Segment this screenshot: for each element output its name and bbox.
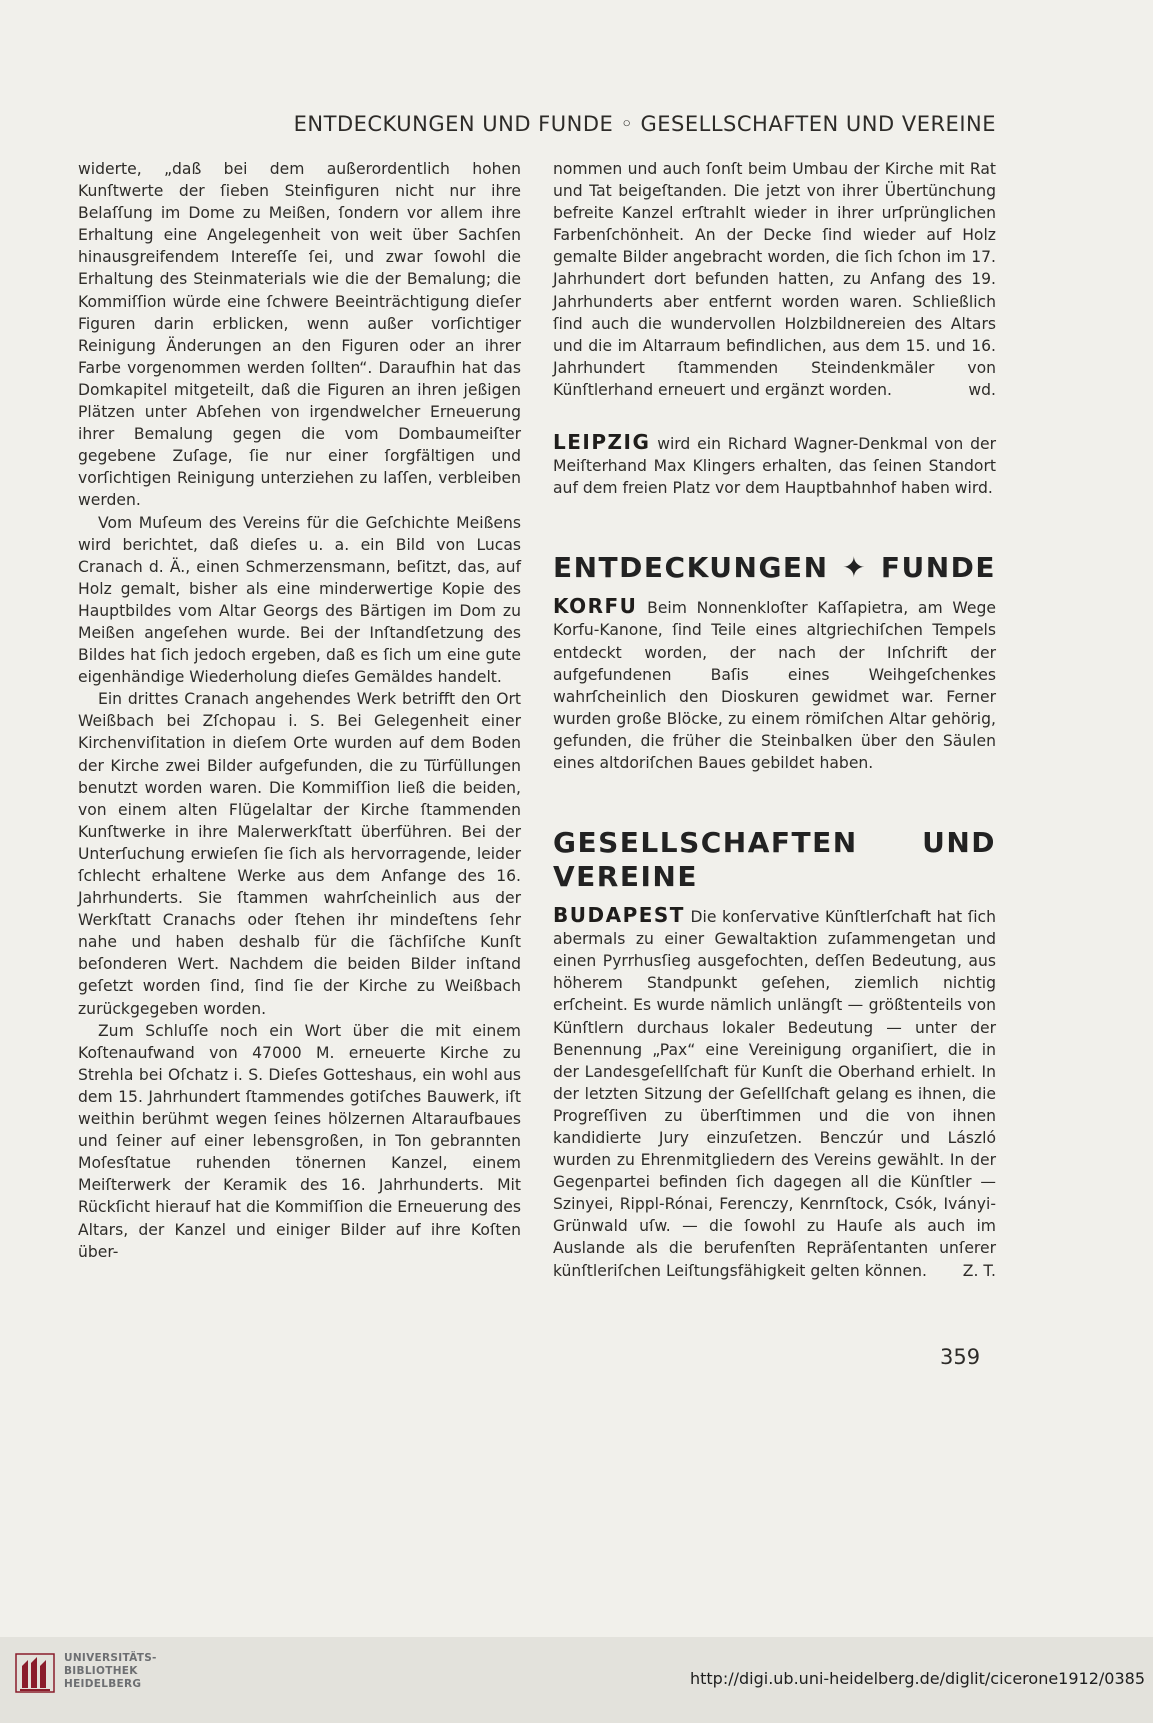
right-paragraph-1-text: nommen und auch ſonſt beim Umbau der Kirche mit Rat und Tat beigeſtanden. Die jetzt von ihrer Übertünchung befreite Kanzel erſtrahlt wieder in ihrer urſprünglichen Farbenſchönheit. An der Decke ſind wieder auf Holz gemalte Bilder angebracht worden, die ſich ſchon im 17. Jahrhundert dort befunden hatten, zu Anfang des 19. Jahrhunderts aber entfernt worden waren. Schließlich ſind auch die wundervollen Holzbildnereien des Altars und die im Altarraum befindlichen, aus dem 15. und 16. Jahrhundert ſtammenden Steindenkmäler von Künſtlerhand erneuert und ergänzt worden. xyxy=(553,160,996,399)
left-column xyxy=(78,158,521,1263)
heading-entdeckungen-funde: ENTDECKUNGEN ✦ FUNDE xyxy=(553,551,996,585)
budapest-text: Die konſervative Künſtlerſchaft hat ſich abermals zu einer Gewaltaktion zuſammengetan und einen Pyrrhusſieg ausgefochten, deſſen Bedeutung, aus höherem Standpunkt geſehen, ziemlich nichtig erſcheint. Es wurde nämlich unlängſt — größtenteils von Künſtlern durchaus lokaler Bedeutung — unter der Benennung „Pax“ eine Vereinigung organiſiert, die in der Landesgeſellſchaft für Kunſt die Oberhand erhielt. In der letzten Sitzung der Geſellſchaft gelang es ihnen, die Progreſſiven zu überſtimmen und die von ihnen kandidierte Jury einzuſetzen. Benczúr und László wurden zu Ehrenmitgliedern des Vereins gewählt. In der Gegenpartei befinden ſich dagegen all die Künſtler — Szinyei, Rippl-Rónai, Ferenczy, Kenrnſtock, Csók, Iványi-Grünwald uſw. — die ſowohl zu Hauſe als auch im Auslande als die berufenſten Repräſentanten unſerer künſtleriſchen Leiſtungsfähigkeit gelten können. xyxy=(553,908,996,1280)
city-korfu: KORFU xyxy=(553,594,638,619)
right-column xyxy=(553,158,996,1282)
source-url-link[interactable]: http://digi.ub.uni-heidelberg.de/diglit/cicerone1912/0385 xyxy=(689,1669,1145,1688)
left-paragraph-2: Vom Muſeum des Vereins für die Geſchichte Meißens wird berichtet, daß dieſes u. a. ein Bild von Lucas Cranach d. Ä., einen Schmerzensmann, beſitzt, das, auf Holz gemalt, bisher als eine minderwertige Kopie des Hauptbildes vom Altar Georgs des Bärtigen im Dom zu Meißen angeſehen wurde. Bei der Inſtandſetzung des Bildes hat ſich jedoch ergeben, daß es ſich um eine gute eigenhändige Wiederholung dieſes Gemäldes handelt. xyxy=(78,513,521,687)
heading-gesellschaften-vereine: GESELLSCHAFTEN UND VEREINE xyxy=(553,826,996,894)
leipzig-text: wird ein Richard Wagner-Denkmal von der Meiſterhand Max Klingers erhalten, das ſeinen Standort auf dem freien Platz vor dem Hauptbahnhof haben wird. xyxy=(553,435,996,498)
left-paragraph-3: Ein drittes Cranach angehendes Werk betrifft den Ort Weißbach bei Zſchopau i. S. Bei Gelegenheit einer Kirchenviſitation in dieſem Orte wurden auf dem Boden der Kirche zwei Bilder aufgefunden, die zu Türfüllungen benutzt worden waren. Die Kommiſſion ließ die beiden, von einem alten Flügelaltar der Kirche ſtammenden Kunſtwerke in ihre Malerwerkſtatt überführen. Bei der Unterſuchung erwieſen ſie ſich als hervorragende, leider ſchlecht erhaltene Werke aus dem Anfange des 16. Jahrhunderts. Sie ſtammen wahrſcheinlich aus der Werkſtatt Cranachs oder ſtehen ihr mindeſtens ſehr nahe und haben deshalb für die ſächſiſche Kunſt beſonderen Wert. Nachdem die beiden Bilder inſtand geſetzt worden ſind, ſind ſie der Kirche zu Weißbach zurückgegeben worden. xyxy=(78,690,521,1018)
city-budapest: BUDAPEST xyxy=(553,903,685,928)
signature-wd: wd. xyxy=(968,380,996,399)
left-paragraph-4: Zum Schluſſe noch ein Wort über die mit einem Koſtenaufwand von 47000 M. erneuerte Kirche zu Strehla bei Oſchatz i. S. Dieſes Gotteshaus, ein wohl aus dem 15. Jahrhundert ſtammendes gotiſches Bauwerk, iſt weithin berühmt wegen ſeines hölzernen Altaraufbaues und ſeiner auf einer lebensgroßen, in Ton gebrannten Moſesſtatue ruhenden tönernen Kanzel, einem Meiſterwerk der Keramik des 16. Jahrhunderts. Mit Rückſicht hierauf hat die Kommiſſion die Erneuerung des Altars, der Kanzel und einiger Bilder auf ihre Koſten über- xyxy=(78,1021,521,1261)
footer-bar xyxy=(0,1637,1153,1723)
logo-line-2: BIBLIOTHEK xyxy=(64,1665,138,1677)
budapest-entry xyxy=(553,904,996,1282)
university-seal-icon xyxy=(14,1652,56,1694)
signature-zt: Z. T. xyxy=(962,1261,996,1280)
korfu-entry xyxy=(553,595,996,774)
city-leipzig: LEIPZIG xyxy=(553,430,651,455)
korfu-text: Beim Nonnenkloſter Kaſſapietra, am Wege Korfu-Kanone, ſind Teile eines altgriechiſchen Tempels entdeckt worden, der nach der Inſchrift der aufgefundenen Baſis eines Weihgeſchenkes wahrſcheinlich den Dioskuren gewidmet war. Ferner wurden große Blöcke, zu einem römiſchen Altar gehörig, gefunden, die früher die Steinbalken über den Säulen eines altdoriſchen Baues gebildet haben. xyxy=(553,599,996,772)
running-header: ENTDECKUNGEN UND FUNDE ◦ GESELLSCHAFTEN UND VEREINE xyxy=(293,112,996,136)
leipzig-entry xyxy=(553,431,996,499)
page-number: 359 xyxy=(940,1345,981,1369)
logo-line-1: UNIVERSITÄTS- xyxy=(64,1652,157,1664)
right-paragraph-1 xyxy=(553,158,996,401)
logo-line-3: HEIDELBERG xyxy=(64,1678,142,1690)
library-logo-text xyxy=(64,1652,157,1691)
left-paragraph-1: widerte, „daß bei dem außerordentlich hohen Kunſtwerte der ſieben Steinfiguren nicht nur ihre Belaſſung im Dome zu Meißen, ſondern vor allem ihre Erhaltung eine Angelegenheit von weit über Sachſen hinausgreifendem Intereſſe ſei, und zwar ſowohl die Erhaltung des Steinmaterials wie die der Bemalung; die Kommiſſion würde eine ſchwere Beeinträchtigung dieſer Figuren darin erblicken, wenn außer vorſichtiger Reinigung Änderungen an den Figuren oder an ihrer Farbe vorgenommen werden ſollten“. Daraufhin hat das Domkapitel mitgeteilt, daß die Figuren an ihren jeßigen Plätzen unter Abſehen von irgendwelcher Erneuerung ihrer Bemalung gegen die vom Dombaumeiſter gegebene Zuſage, ſie nur einer ſorgfältigen und vorſichtigen Reinigung unterziehen zu laſſen, verbleiben werden. xyxy=(78,160,521,510)
